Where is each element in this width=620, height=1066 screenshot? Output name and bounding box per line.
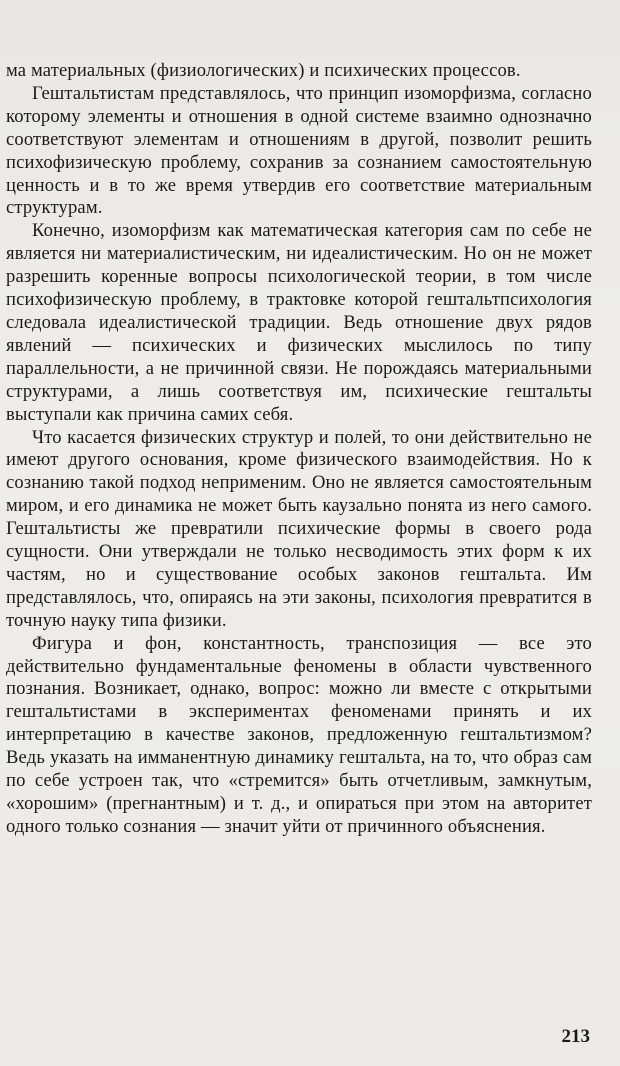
- paragraph-isomorphism-category: Конечно, изоморфизм как математическая категория сам по себе не является ни материалистическим, ни идеалистическим. Но он не может разрешить коренные вопросы психологической теории, в том числе психофизическую проблему, в трактовке которой гештальтпсихология следовала идеалистической традиции. Ведь отношение двух рядов явлений — психических и физических мыслилось по типу параллельности, а не причинной связи. Не порождаясь материальными структурами, а лишь соответствуя им, психические гештальты выступали как причина самих себя.: [6, 220, 592, 425]
- paragraph-continuation: ма материальных (физиологических) и психических процессов.: [6, 60, 521, 81]
- body-text: [6, 60, 592, 839]
- paragraph-isomorphism-principle: Гештальтистам представлялось, что принцип изоморфизма, согласно которому элементы и отношения в одной системе взаимно однозначно соответствуют элементам и отношениям в другой, позволит решить психофизическую проблему, сохранив за сознанием самостоятельную ценность и в то же время утвердив его соответствие материальным структурам.: [6, 82, 592, 219]
- page-number: 213: [561, 1026, 590, 1047]
- paragraph-physical-structures: Что касается физических структур и полей, то они действительно не имеют другого основания, кроме физического взаимодействия. Но к сознанию такой подход неприменим. Оно не является самостоятельным миром, и его динамика не может быть каузально понята из него самого. Гештальтисты же превратили психические формы в своего рода сущности. Они утверждали не только несводимость этих форм к их частям, но и существование особых законов гештальта. Им представлялось, что, опираясь на эти законы, психология превратится в точную науку типа физики.: [6, 426, 592, 631]
- paragraph-figure-ground: Фигура и фон, константность, транспозиция — все это действительно фундаментальные феномены в области чувственного познания. Возникает, однако, вопрос: можно ли вместе с открытыми гештальтистами в экспериментах феноменами принять и их интерпретацию в качестве законов, предложенную гештальтизмом? Ведь указать на имманентную динамику гештальта, на то, что образ сам по себе устроен так, что «стремится» быть отчетливым, замкнутым, «хорошим» (прегнантным) и т. д., и опираться при этом на авторитет одного только сознания — значит уйти от причинного объяснения.: [6, 632, 592, 837]
